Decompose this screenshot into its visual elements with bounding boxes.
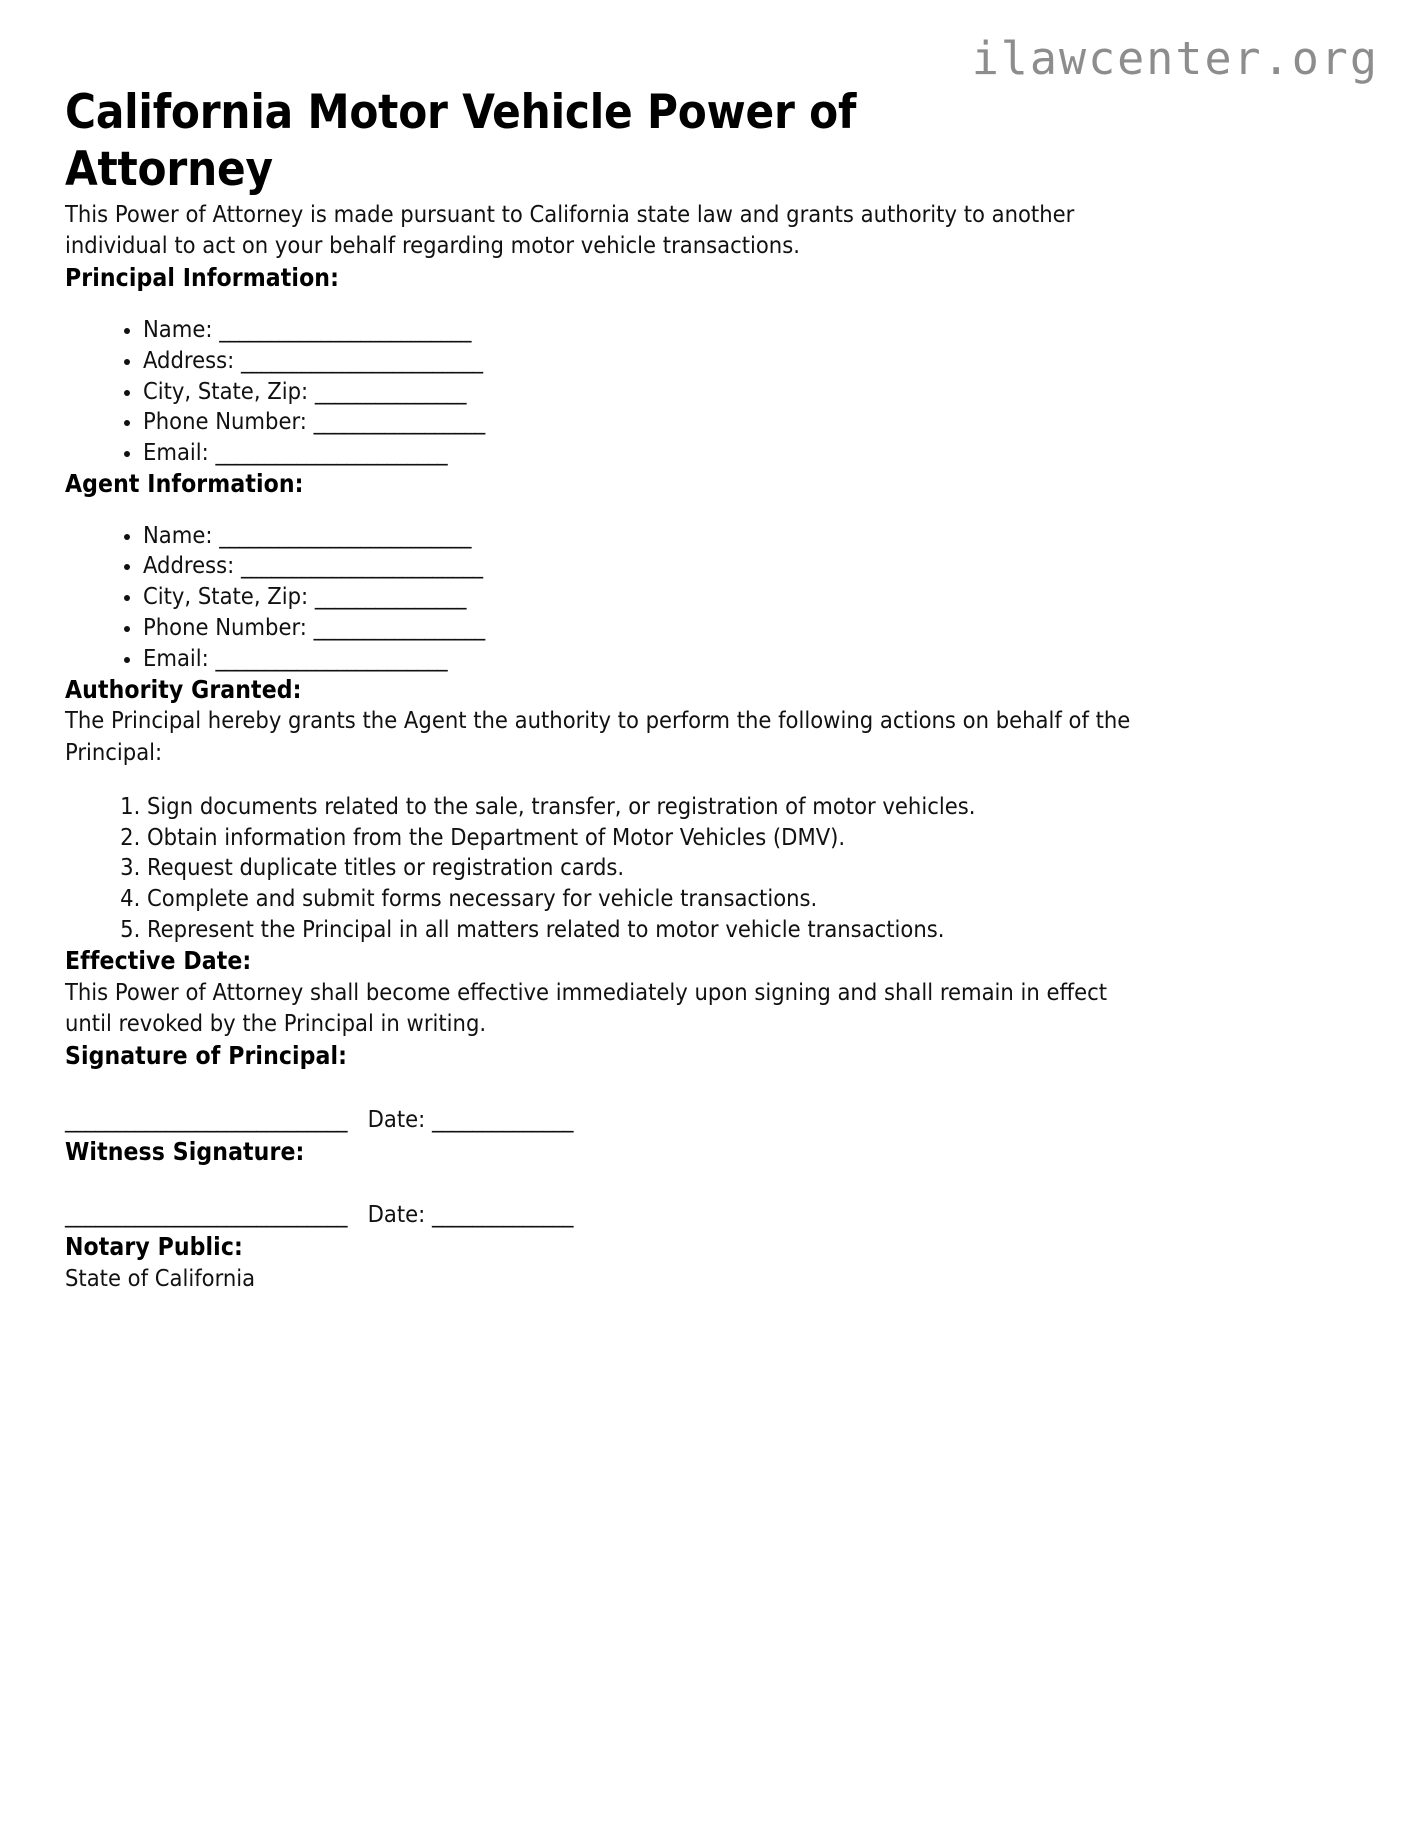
list-item: 5. Represent the Principal in all matters related to motor vehicle transactions. (147, 914, 1185, 945)
principal-date-label: Date: (367, 1104, 426, 1133)
field-label: City, State, Zip: (143, 582, 309, 611)
field-label: City, State, Zip: (143, 376, 309, 405)
field-label: Email: (143, 643, 209, 672)
list-item (143, 643, 1185, 674)
list-item (143, 345, 1185, 376)
intro-paragraph: This Power of Attorney is made pursuant to California state law and grants authority to another individual to act on your behalf regarding motor vehicle transactions. (65, 199, 1075, 260)
list-item: 4. Complete and submit forms necessary for vehicle transactions. (147, 883, 1185, 914)
document-body (65, 84, 1185, 1295)
notary-public-heading: Notary Public: (65, 1232, 243, 1262)
list-item: 1. Sign documents related to the sale, transfer, or registration of motor vehicles. (147, 791, 1185, 822)
list-item (143, 437, 1185, 468)
principal-field-list (65, 314, 1185, 468)
principal-signature-blank[interactable]: ____________________________ (65, 1104, 347, 1133)
field-label: Address: (143, 551, 235, 580)
witness-signature-heading: Witness Signature: (65, 1136, 305, 1166)
witness-signature-blank[interactable]: ____________________________ (65, 1200, 347, 1229)
field-blank[interactable]: _________________ (313, 407, 485, 436)
witness-date-blank[interactable]: ______________ (432, 1200, 573, 1229)
list-item (143, 406, 1185, 437)
site-watermark: ilawcenter.org (971, 32, 1379, 85)
page-title: California Motor Vehicle Power of Attorney (65, 85, 857, 198)
authority-granted-heading: Authority Granted: (65, 674, 302, 704)
effective-date-paragraph: This Power of Attorney shall become effective immediately upon signing and shall remain in effect until revoked by the Principal in writing. (65, 977, 1108, 1038)
field-label: Name: (143, 314, 213, 343)
principal-information-heading: Principal Information: (65, 263, 340, 293)
signature-of-principal-heading: Signature of Principal: (65, 1041, 348, 1071)
list-item (143, 550, 1185, 581)
agent-field-list (65, 520, 1185, 674)
field-label: Address: (143, 345, 235, 374)
list-item: 3. Request duplicate titles or registration cards. (147, 852, 1185, 883)
field-blank[interactable]: _________________ (313, 613, 485, 642)
field-blank[interactable]: _________________________ (219, 520, 471, 549)
field-blank[interactable]: ________________________ (240, 551, 483, 580)
field-blank[interactable]: ________________________ (240, 345, 483, 374)
list-item (143, 520, 1185, 551)
field-label: Phone Number: (143, 407, 307, 436)
field-blank[interactable]: _______________________ (215, 438, 448, 467)
field-label: Phone Number: (143, 613, 307, 642)
list-item (143, 612, 1185, 643)
notary-state-line: State of California (65, 1264, 256, 1293)
list-item (143, 581, 1185, 612)
list-item (143, 376, 1185, 407)
witness-signature-row (65, 1199, 1185, 1231)
authority-granted-list (65, 791, 1185, 945)
authority-intro-paragraph: The Principal hereby grants the Agent the authority to perform the following actions on behalf of the Principal: (65, 706, 1131, 767)
field-blank[interactable]: _______________________ (215, 643, 448, 672)
field-blank[interactable]: _______________ (314, 376, 466, 405)
effective-date-heading: Effective Date: (65, 945, 252, 975)
principal-date-blank[interactable]: ______________ (432, 1104, 573, 1133)
list-item: 2. Obtain information from the Department of Motor Vehicles (DMV). (147, 822, 1185, 853)
agent-information-heading: Agent Information: (65, 468, 304, 498)
field-blank[interactable]: _______________ (314, 582, 466, 611)
witness-date-label: Date: (367, 1200, 426, 1229)
principal-signature-row (65, 1104, 1185, 1136)
field-blank[interactable]: _________________________ (219, 314, 471, 343)
field-label: Email: (143, 438, 209, 467)
field-label: Name: (143, 520, 213, 549)
list-item (143, 314, 1185, 345)
